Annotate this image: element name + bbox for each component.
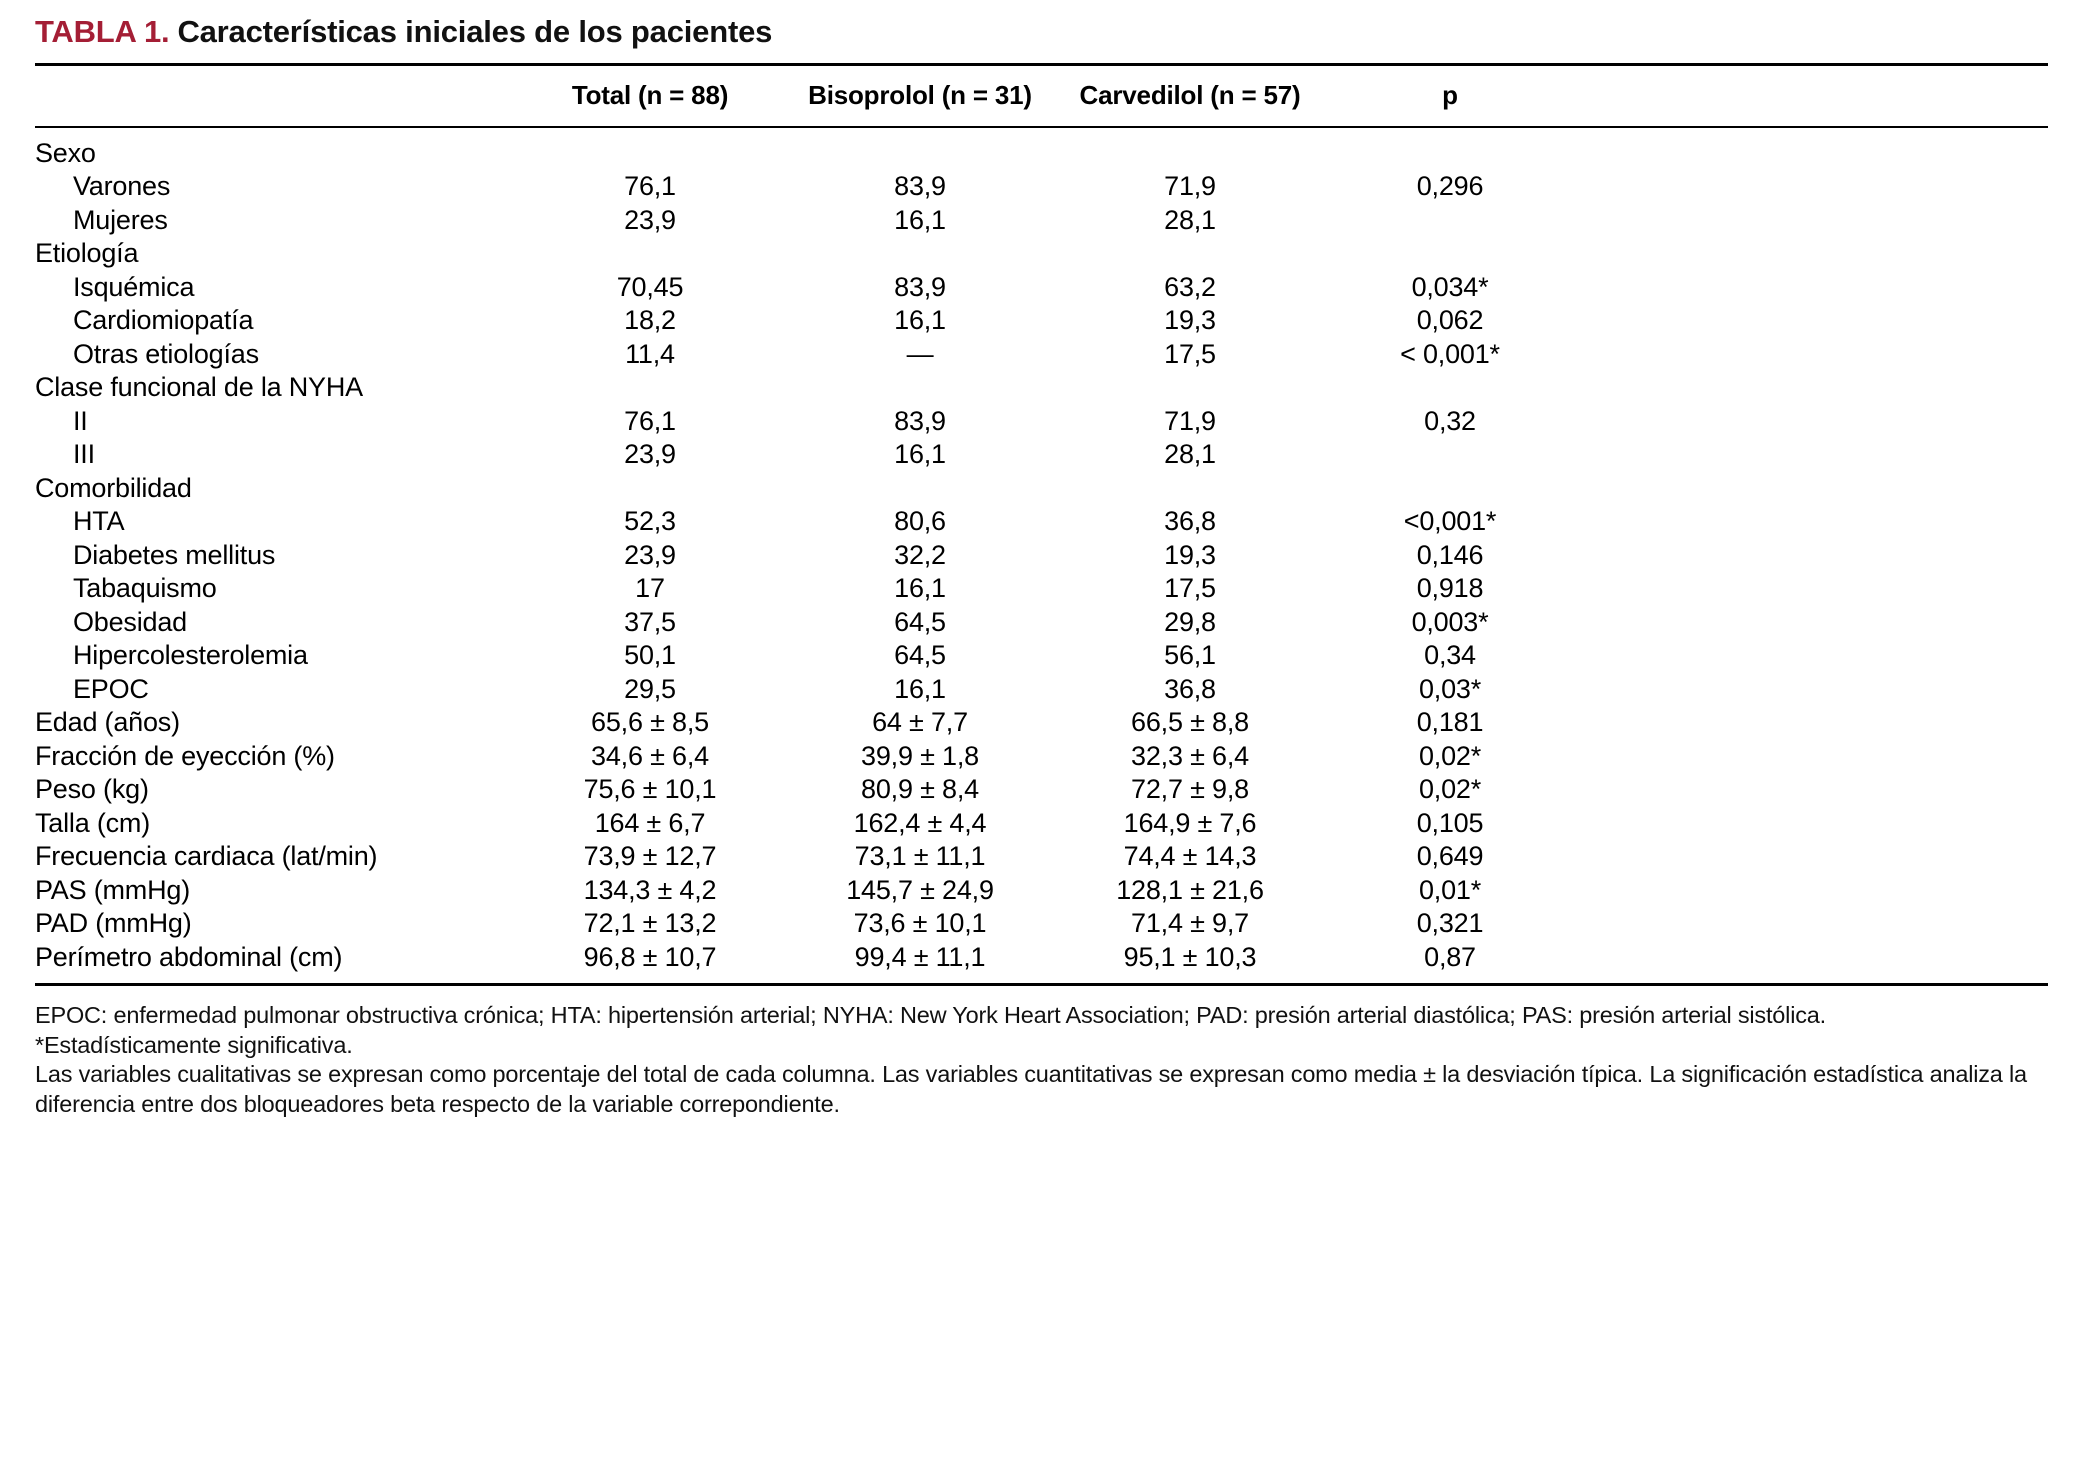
row-label: Comorbilidad	[35, 472, 192, 503]
table-row	[35, 706, 2048, 740]
filler-cell	[1575, 405, 2048, 439]
cell-total: 164 ± 6,7	[594, 807, 706, 838]
filler-cell	[1575, 438, 2048, 472]
filler-cell	[1575, 505, 2048, 539]
cell-total: 23,9	[624, 539, 676, 570]
row-label: Clase funcional de la NYHA	[35, 372, 363, 402]
cell-carvedilol: 28,1	[1164, 439, 1216, 469]
cell-p: 0,321	[1416, 908, 1484, 938]
table-row	[35, 773, 2048, 807]
header-filler	[1575, 65, 2048, 127]
cell-carvedilol: 28,1	[1164, 204, 1216, 235]
table-subrow	[35, 505, 2048, 539]
cell-total: 52,3	[624, 506, 676, 536]
cell-carvedilol: 128,1 ± 21,6	[1116, 874, 1264, 905]
row-label: Edad (años)	[35, 707, 180, 737]
cell-p: 0,003*	[1411, 606, 1489, 637]
cell-p: < 0,001*	[1400, 338, 1500, 369]
cell-bisoprolol	[785, 371, 1055, 405]
cell-total: 65,6 ± 8,5	[591, 707, 709, 737]
cell-p: 0,918	[1416, 573, 1484, 603]
filler-cell	[1575, 773, 2048, 807]
cell-total: 23,9	[624, 204, 676, 235]
cell-total: 29,5	[624, 673, 676, 704]
cell-total: 17	[635, 573, 665, 603]
cell-bisoprolol: 16,1	[894, 204, 946, 235]
row-label: Peso (kg)	[35, 774, 149, 804]
table-title	[35, 14, 2048, 50]
cell-p: 0,181	[1416, 707, 1484, 737]
cell-bisoprolol: 83,9	[894, 171, 946, 201]
table-row	[35, 740, 2048, 774]
row-label: HTA	[73, 506, 125, 536]
filler-cell	[1575, 127, 2048, 171]
filler-cell	[1575, 271, 2048, 305]
cell-total: 76,1	[624, 171, 676, 201]
cell-bisoprolol: 73,6 ± 10,1	[853, 908, 987, 938]
table-subrow	[35, 271, 2048, 305]
filler-cell	[1575, 706, 2048, 740]
filler-cell	[1575, 237, 2048, 271]
cell-carvedilol: 36,8	[1164, 506, 1216, 536]
cell-total	[515, 127, 785, 171]
cell-p: 0,649	[1416, 841, 1484, 871]
table-row	[35, 371, 2048, 405]
filler-cell	[1575, 673, 2048, 707]
cell-bisoprolol: 16,1	[894, 305, 946, 335]
cell-p: <0,001*	[1403, 506, 1497, 536]
cell-total: 72,1 ± 13,2	[583, 908, 717, 938]
filler-cell	[1575, 472, 2048, 506]
row-label: II	[73, 405, 88, 436]
table-subrow	[35, 606, 2048, 640]
table-caption: Características iniciales de los pacientes	[177, 14, 773, 49]
row-label: Fracción de eyección (%)	[35, 740, 335, 771]
data-table	[35, 63, 2048, 986]
cell-bisoprolol: 83,9	[894, 271, 946, 302]
cell-carvedilol	[1055, 472, 1325, 506]
row-label: Isquémica	[73, 271, 195, 302]
table-row	[35, 472, 2048, 506]
cell-bisoprolol: 83,9	[894, 405, 946, 436]
cell-carvedilol: 95,1 ± 10,3	[1123, 941, 1257, 972]
cell-bisoprolol: 145,7 ± 24,9	[846, 874, 994, 905]
header-carvedilol: Carvedilol (n = 57)	[1055, 65, 1325, 127]
table-row	[35, 907, 2048, 941]
table-row	[35, 874, 2048, 908]
cell-carvedilol: 71,9	[1164, 405, 1216, 436]
cell-bisoprolol: 73,1 ± 11,1	[854, 841, 986, 871]
table-subrow	[35, 572, 2048, 606]
filler-cell	[1575, 371, 2048, 405]
cell-total: 50,1	[624, 640, 676, 670]
cell-total	[515, 371, 785, 405]
cell-p: 0,062	[1416, 305, 1484, 335]
header-p: p	[1325, 65, 1575, 127]
row-label: Sexo	[35, 137, 96, 168]
row-label: Tabaquismo	[73, 573, 217, 603]
cell-carvedilol: 19,3	[1164, 305, 1216, 335]
table-number: TABLA 1.	[35, 14, 170, 49]
cell-bisoprolol: 39,9 ± 1,8	[861, 740, 979, 771]
row-label: Cardiomiopatía	[73, 305, 254, 335]
table-subrow	[35, 539, 2048, 573]
cell-bisoprolol: 80,9 ± 8,4	[861, 774, 979, 804]
table-row	[35, 807, 2048, 841]
cell-bisoprolol: 16,1	[894, 573, 946, 603]
cell-p: 0,87	[1424, 941, 1476, 972]
cell-total: 34,6 ± 6,4	[591, 740, 709, 771]
filler-cell	[1575, 606, 2048, 640]
table-subrow	[35, 639, 2048, 673]
cell-p: 0,03*	[1418, 673, 1482, 704]
row-label: Frecuencia cardiaca (lat/min)	[35, 841, 378, 871]
table-subrow	[35, 338, 2048, 372]
row-label: Mujeres	[73, 204, 168, 235]
cell-total: 11,4	[625, 338, 675, 369]
cell-bisoprolol: —	[906, 338, 934, 369]
footnote-methods: Las variables cualitativas se expresan como porcentaje del total de cada columna. Las variables cuantitativas se expresan como media ± la desviación típica. La significación estadística analiza la diferencia entre dos bloqueadores beta respecto de la variable correpondiente.	[35, 1061, 2027, 1117]
row-label: III	[73, 439, 95, 469]
cell-carvedilol	[1055, 371, 1325, 405]
cell-p: 0,02*	[1418, 740, 1482, 771]
header-total: Total (n = 88)	[515, 65, 785, 127]
row-label: Hipercolesterolemia	[73, 640, 308, 670]
table-body	[35, 127, 2048, 985]
cell-p	[1325, 127, 1575, 171]
cell-total: 134,3 ± 4,2	[583, 874, 717, 905]
cell-p	[1325, 204, 1575, 238]
cell-p	[1325, 438, 1575, 472]
cell-p: 0,105	[1416, 807, 1484, 838]
row-label: Talla (cm)	[35, 807, 151, 838]
table-subrow	[35, 438, 2048, 472]
cell-total: 96,8 ± 10,7	[583, 941, 717, 972]
cell-p: 0,02*	[1418, 774, 1482, 804]
row-label: Diabetes mellitus	[73, 539, 276, 570]
cell-bisoprolol: 80,6	[894, 506, 946, 536]
cell-bisoprolol: 64,5	[894, 640, 946, 670]
cell-carvedilol: 19,3	[1164, 539, 1216, 570]
filler-cell	[1575, 941, 2048, 985]
filler-cell	[1575, 539, 2048, 573]
row-label: PAD (mmHg)	[35, 908, 192, 938]
cell-total: 18,2	[624, 305, 676, 335]
filler-cell	[1575, 204, 2048, 238]
cell-carvedilol: 71,4 ± 9,7	[1131, 908, 1249, 938]
table-row	[35, 840, 2048, 874]
cell-carvedilol: 56,1	[1164, 640, 1216, 670]
cell-carvedilol: 29,8	[1164, 606, 1216, 637]
cell-carvedilol: 74,4 ± 14,3	[1123, 841, 1257, 871]
table-row	[35, 127, 2048, 171]
cell-bisoprolol: 16,1	[894, 673, 946, 704]
cell-carvedilol: 36,8	[1164, 673, 1216, 704]
cell-total: 70,45	[616, 271, 684, 302]
filler-cell	[1575, 338, 2048, 372]
cell-total	[515, 472, 785, 506]
cell-bisoprolol: 64 ± 7,7	[872, 707, 968, 737]
table-row	[35, 237, 2048, 271]
cell-total: 37,5	[624, 606, 676, 637]
cell-p: 0,296	[1416, 171, 1484, 201]
cell-bisoprolol: 162,4 ± 4,4	[853, 807, 987, 838]
cell-p	[1325, 472, 1575, 506]
cell-carvedilol: 66,5 ± 8,8	[1131, 707, 1249, 737]
filler-cell	[1575, 740, 2048, 774]
header-row	[35, 65, 2048, 127]
cell-carvedilol	[1055, 127, 1325, 171]
cell-total	[515, 237, 785, 271]
cell-bisoprolol	[785, 237, 1055, 271]
filler-cell	[1575, 840, 2048, 874]
header-bisoprolol: Bisoprolol (n = 31)	[785, 65, 1055, 127]
cell-total: 76,1	[624, 405, 676, 436]
filler-cell	[1575, 874, 2048, 908]
cell-p	[1325, 371, 1575, 405]
cell-bisoprolol: 32,2	[894, 539, 946, 570]
cell-total: 75,6 ± 10,1	[583, 774, 717, 804]
cell-bisoprolol: 64,5	[894, 606, 946, 637]
filler-cell	[1575, 907, 2048, 941]
table-subrow	[35, 673, 2048, 707]
row-label: Etiología	[35, 238, 139, 268]
table-subrow	[35, 304, 2048, 338]
table-row	[35, 941, 2048, 985]
cell-bisoprolol: 16,1	[894, 439, 946, 469]
filler-cell	[1575, 807, 2048, 841]
cell-carvedilol: 32,3 ± 6,4	[1131, 740, 1249, 771]
cell-p: 0,034*	[1411, 271, 1489, 302]
cell-p: 0,32	[1424, 405, 1476, 436]
table-subrow	[35, 405, 2048, 439]
cell-carvedilol: 63,2	[1164, 271, 1216, 302]
row-label: Varones	[73, 171, 171, 201]
cell-p: 0,34	[1424, 640, 1476, 670]
cell-carvedilol: 17,5	[1164, 338, 1216, 369]
filler-cell	[1575, 572, 2048, 606]
filler-cell	[1575, 304, 2048, 338]
row-label: Obesidad	[73, 606, 187, 637]
cell-carvedilol: 164,9 ± 7,6	[1123, 807, 1257, 838]
header-empty	[35, 65, 515, 127]
cell-bisoprolol	[785, 127, 1055, 171]
table-subrow	[35, 204, 2048, 238]
filler-cell	[1575, 639, 2048, 673]
table-header	[35, 65, 2048, 127]
cell-carvedilol	[1055, 237, 1325, 271]
cell-p	[1325, 237, 1575, 271]
cell-carvedilol: 17,5	[1164, 573, 1216, 603]
cell-bisoprolol: 99,4 ± 11,1	[854, 941, 986, 972]
row-label: PAS (mmHg)	[35, 874, 191, 905]
cell-p: 0,01*	[1418, 874, 1482, 905]
footnote-abbreviations: EPOC: enfermedad pulmonar obstructiva crónica; HTA: hipertensión arterial; NYHA: New York Heart Association; PAD: presión arterial diastólica; PAS: presión arterial sistólica.	[35, 1002, 1826, 1028]
filler-cell	[1575, 170, 2048, 204]
cell-total: 73,9 ± 12,7	[583, 841, 717, 871]
cell-carvedilol: 71,9	[1164, 171, 1216, 201]
row-label: EPOC	[73, 673, 149, 704]
cell-total: 23,9	[624, 439, 676, 469]
cell-p: 0,146	[1416, 539, 1484, 570]
row-label: Perímetro abdominal (cm)	[35, 941, 343, 972]
table-subrow	[35, 170, 2048, 204]
cell-bisoprolol	[785, 472, 1055, 506]
row-label: Otras etiologías	[73, 338, 259, 369]
footnotes	[35, 1001, 2048, 1119]
cell-carvedilol: 72,7 ± 9,8	[1131, 774, 1249, 804]
footnote-significance: *Estadísticamente significativa.	[35, 1031, 353, 1058]
